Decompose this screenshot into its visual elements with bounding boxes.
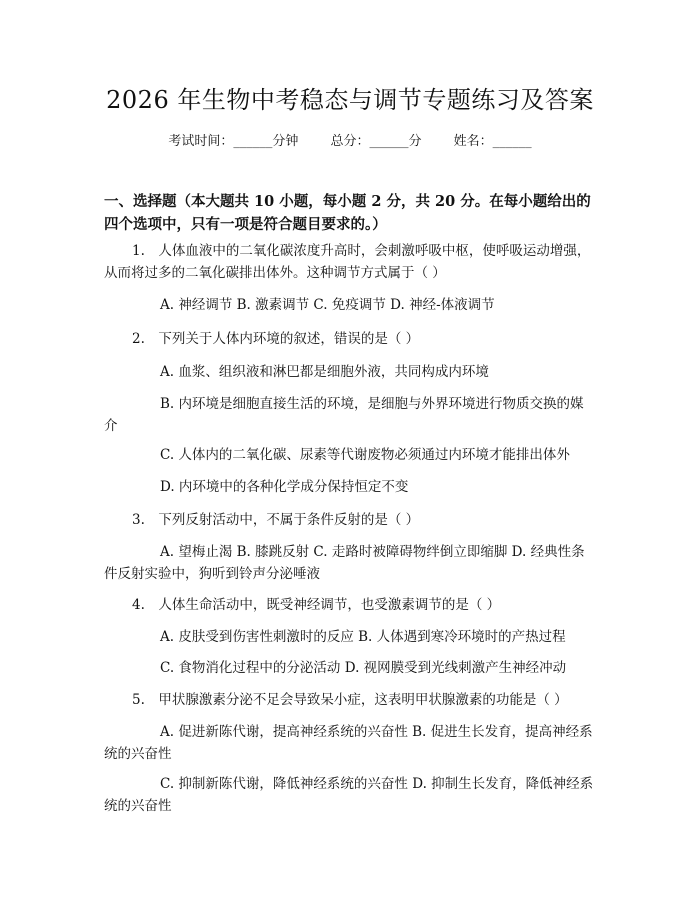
question-4-stem: 4. 人体生命活动中，既受神经调节，也受激素调节的是（ ） bbox=[132, 597, 501, 613]
question-2-option-b: B. 内环境是细胞直接生活的环境，是细胞与外界环境进行物质交换的媒介 bbox=[104, 396, 584, 434]
total-score-field: 总分：______分 bbox=[330, 134, 422, 149]
question-5-options-cd: C. 抑制新陈代谢，降低神经系统的兴奋性 D. 抑制生长发育，降低神经系统的兴奋性 bbox=[104, 776, 594, 814]
section-heading: 一、选择题（本大题共 10 小题，每小题 2 分，共 20 分。在每小题给出的四个选项中，只有一项是符合题目要求的。） bbox=[104, 193, 591, 233]
exam-time-field: 考试时间：______分钟 bbox=[168, 134, 299, 149]
question-4-options-ab: A. 皮肤受到伤害性刺激时的反应 B. 人体遇到寒冷环境时的产热过程 bbox=[160, 629, 566, 645]
question-4-options-cd: C. 食物消化过程中的分泌活动 D. 视网膜受到光线刺激产生神经冲动 bbox=[160, 660, 567, 676]
student-name-field: 姓名：______ bbox=[453, 134, 532, 149]
question-3-options: A. 望梅止渴 B. 膝跳反射 C. 走路时被障碍物绊倒立即缩脚 D. 经典性条件反射实验中，狗听到铃声分泌唾液 bbox=[104, 544, 585, 582]
question-2-option-c: C. 人体内的二氧化碳、尿素等代谢废物必须通过内环境才能排出体外 bbox=[160, 447, 570, 463]
question-2-option-d: D. 内环境中的各种化学成分保持恒定不变 bbox=[160, 479, 409, 495]
question-5-stem: 5. 甲状腺激素分泌不足会导致呆小症，这表明甲状腺激素的功能是（ ） bbox=[132, 692, 568, 708]
question-2-option-a: A. 血浆、组织液和淋巴都是细胞外液，共同构成内环境 bbox=[160, 364, 489, 380]
question-3-stem: 3. 下列反射活动中，不属于条件反射的是（ ） bbox=[132, 512, 420, 528]
question-2-stem: 2. 下列关于人体内环境的叙述，错误的是（ ） bbox=[132, 331, 420, 347]
page-title: 2026 年生物中考稳态与调节专题练习及答案 bbox=[106, 86, 594, 114]
question-1-options: A. 神经调节 B. 激素调节 C. 免疫调节 D. 神经-体液调节 bbox=[160, 297, 495, 313]
question-5-options-ab: A. 促进新陈代谢，提高神经系统的兴奋性 B. 促进生长发育，提高神经系统的兴奋性 bbox=[104, 724, 593, 762]
question-1-stem: 1. 人体血液中的二氧化碳浓度升高时，会刺激呼吸中枢，使呼吸运动增强，从而将过多的二氧化碳排出体外。这种调节方式属于（ ） bbox=[104, 243, 591, 281]
exam-info-line bbox=[0, 132, 700, 152]
